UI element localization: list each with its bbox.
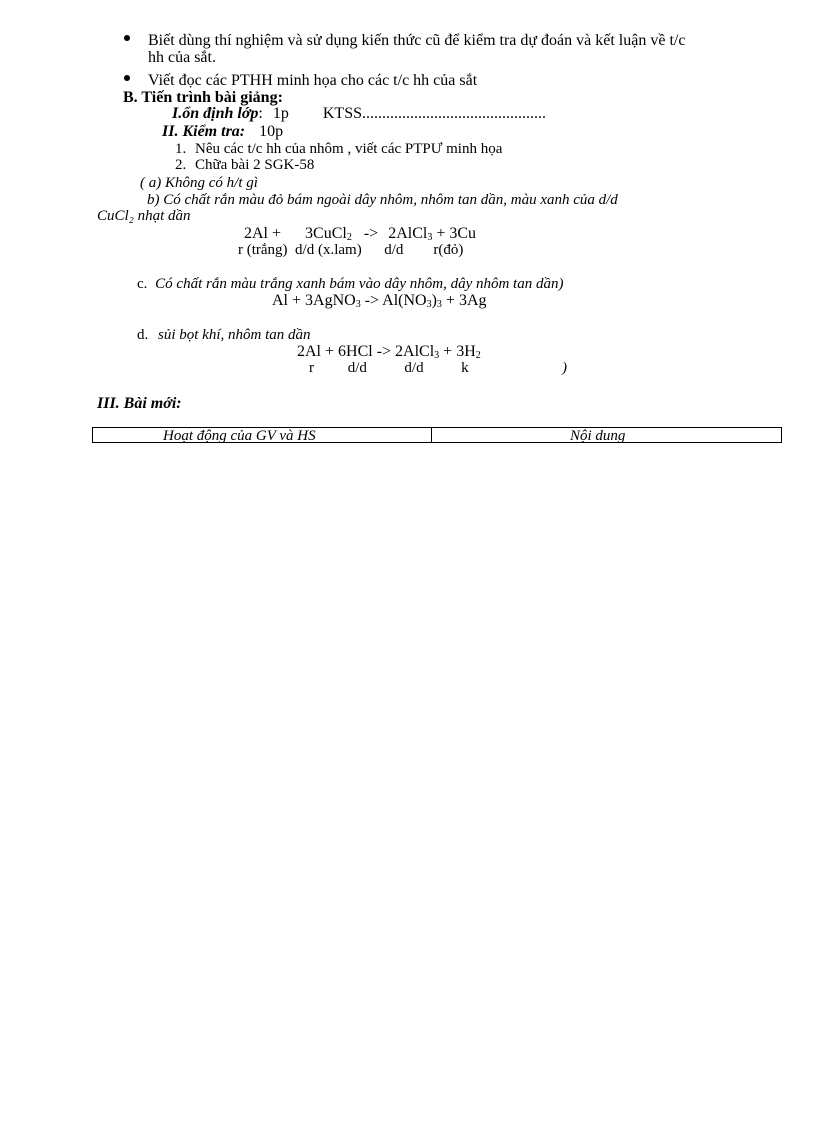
question-item (175, 158, 314, 173)
kiem-tra-label: II. Kiểm tra: (162, 123, 246, 140)
answer-a: ( a) Không có h/t gì (140, 175, 258, 191)
equation-1 (244, 226, 476, 242)
on-dinh-label: I.ổn định lớp (172, 105, 259, 122)
eq2-part-c: ) (431, 292, 437, 309)
eq1-states: r (trắng) d/d (x.lam) d/d r(đỏ) (238, 242, 464, 258)
eq1-r2-formula: 3CuCl (305, 225, 347, 242)
answer-b-cont: CuCl₂ nhạt dần (97, 208, 191, 224)
eq2-part-b: -> Al(NO (360, 292, 427, 309)
eq3-part-b: + 3H (439, 343, 476, 360)
eq2-sub-a: 3 (355, 299, 361, 310)
question-number: 2. (175, 157, 187, 173)
eq1-p1-formula: 2AlCl (388, 225, 428, 242)
answer-d-text: sủi bọt khí, nhôm tan dần (158, 327, 311, 343)
eq2-sub-c: 3 (436, 299, 442, 310)
answer-c-label: c. (137, 276, 148, 292)
answer-d-label: d. (137, 327, 149, 343)
eq1-reactant-1: 2Al + (244, 225, 282, 242)
eq1-product-1 (388, 225, 432, 242)
answer-d (137, 328, 311, 343)
objective-text: Biết dùng thí nghiệm và sử dụng kiến thức cũ để kiểm tra dự đoán và kết luận về t/c (148, 32, 686, 49)
activity-table (92, 427, 782, 443)
eq2-sub-b: 3 (426, 299, 432, 310)
equation-2 (272, 293, 487, 309)
eq3-paren: ) (562, 360, 567, 376)
question-text: Chữa bài 2 SGK-58 (195, 157, 315, 173)
question-text: Nêu các t/c hh của nhôm , viết các PTPƯ minh họa (195, 141, 503, 157)
eq1-product-2: + 3Cu (436, 225, 477, 242)
eq2-part-d: + 3Ag (441, 292, 487, 309)
bullet-dot (124, 35, 130, 41)
bullet-dot (124, 75, 130, 81)
table-divider (431, 428, 432, 442)
question-number: 1. (175, 141, 187, 157)
objective-text-cont: hh của sắt. (148, 49, 216, 66)
eq1-reactant-2 (305, 225, 352, 242)
table-header-content: Nội dung (570, 428, 626, 443)
eq3-sub-b: 2 (475, 350, 481, 361)
ktss: KTSS.............................................. (322, 105, 546, 122)
eq2-part-a: Al + 3AgNO (272, 292, 356, 309)
eq3-states: r d/d d/d k (309, 360, 469, 376)
answer-b: b) Có chất rắn màu đỏ bám ngoài dây nhôm, nhôm tan dần, màu xanh của d/d (147, 192, 618, 208)
eq1-arrow: -> (363, 225, 379, 242)
answer-c (137, 277, 563, 292)
on-dinh-line (172, 106, 546, 122)
eq3-part-a: 2Al + 6HCl -> 2AlCl (297, 343, 435, 360)
eq1-p1-sub: 3 (427, 232, 433, 243)
on-dinh-time: 1p (272, 105, 289, 122)
answer-c-text: Có chất rắn màu trắng xanh bám vào dây nhôm, dây nhôm tan dần) (155, 276, 564, 292)
on-dinh-sep: : (258, 105, 263, 122)
section-heading: B. Tiến trình bài giảng: (123, 89, 283, 106)
kiem-tra-line (162, 124, 283, 140)
kiem-tra-time: 10p (259, 123, 284, 140)
section-iii-heading: III. Bài mới: (97, 395, 182, 412)
eq1-r2-sub: 2 (346, 232, 352, 243)
table-header-activity: Hoạt động của GV và HS (163, 428, 316, 443)
equation-3 (297, 344, 481, 360)
objective-text: Viết đọc các PTHH minh họa cho các t/c hh của sắt (148, 72, 478, 89)
question-item (175, 142, 502, 157)
eq3-sub-a: 3 (434, 350, 440, 361)
